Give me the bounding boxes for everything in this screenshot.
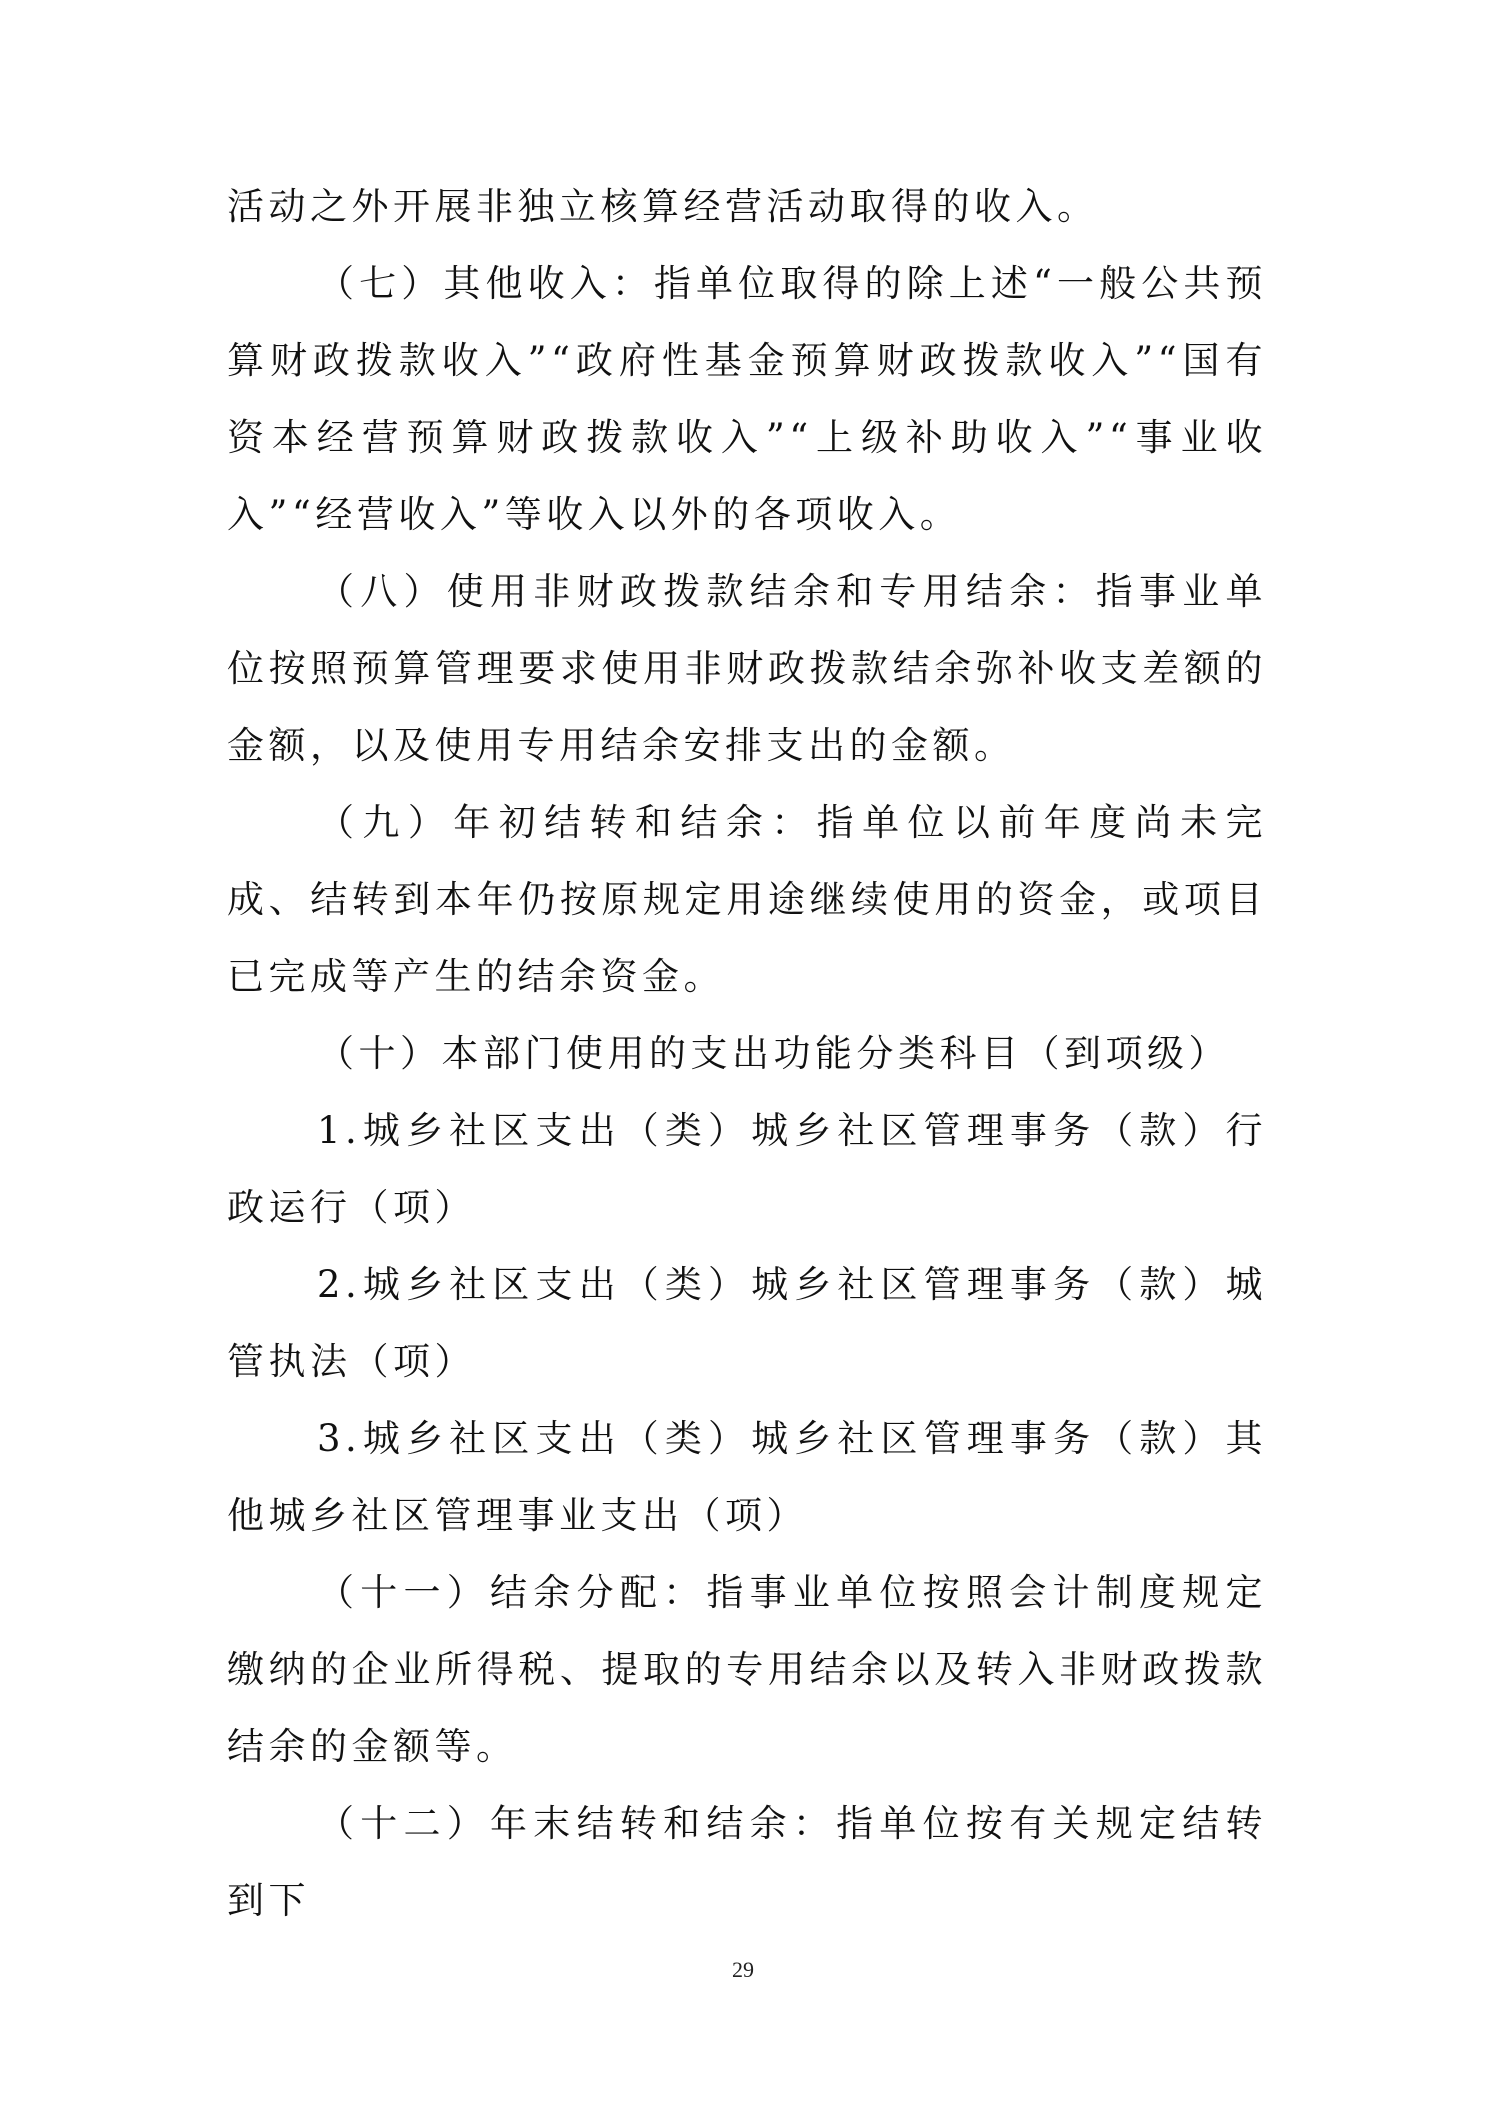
- list-item-subject-3: 3.城乡社区支出（类）城乡社区管理事务（款）其他城乡社区管理事业支出（项）: [227, 1417, 1267, 1537]
- page-number: 29: [732, 1957, 754, 1982]
- paragraph-other-income: （七）其他收入：指单位取得的除上述“一般公共预算财政拨款收入”“政府性基金预算财政拨款收入”“国有资本经营预算财政拨款收入”“上级补助收入”“事业收入”“经营收入”等收入以外的各项收入。: [227, 262, 1267, 536]
- list-item-subject-2: 2.城乡社区支出（类）城乡社区管理事务（款）城管执法（项）: [227, 1263, 1267, 1383]
- list-item-subject-1: 1.城乡社区支出（类）城乡社区管理事务（款）行政运行（项）: [227, 1109, 1267, 1229]
- paragraph-continuation: 活动之外开展非独立核算经营活动取得的收入。: [227, 185, 1099, 228]
- document-body: [227, 168, 1267, 1939]
- paragraph-balance-distribution: （十一）结余分配：指事业单位按照会计制度规定缴纳的企业所得税、提取的专用结余以及转入非财政拨款结余的金额等。: [227, 1571, 1267, 1768]
- paragraph-year-end-carryover: （十二）年末结转和结余：指单位按有关规定结转到下: [227, 1802, 1267, 1922]
- paragraph-function-subjects: （十）本部门使用的支出功能分类科目（到项级）: [317, 1032, 1230, 1075]
- paragraph-beginning-carryover: （九）年初结转和结余：指单位以前年度尚未完成、结转到本年仍按原规定用途继续使用的资金，或项目已完成等产生的结余资金。: [227, 801, 1267, 998]
- paragraph-use-of-balance: （八）使用非财政拨款结余和专用结余：指事业单位按照预算管理要求使用非财政拨款结余弥补收支差额的金额，以及使用专用结余安排支出的金额。: [227, 570, 1267, 767]
